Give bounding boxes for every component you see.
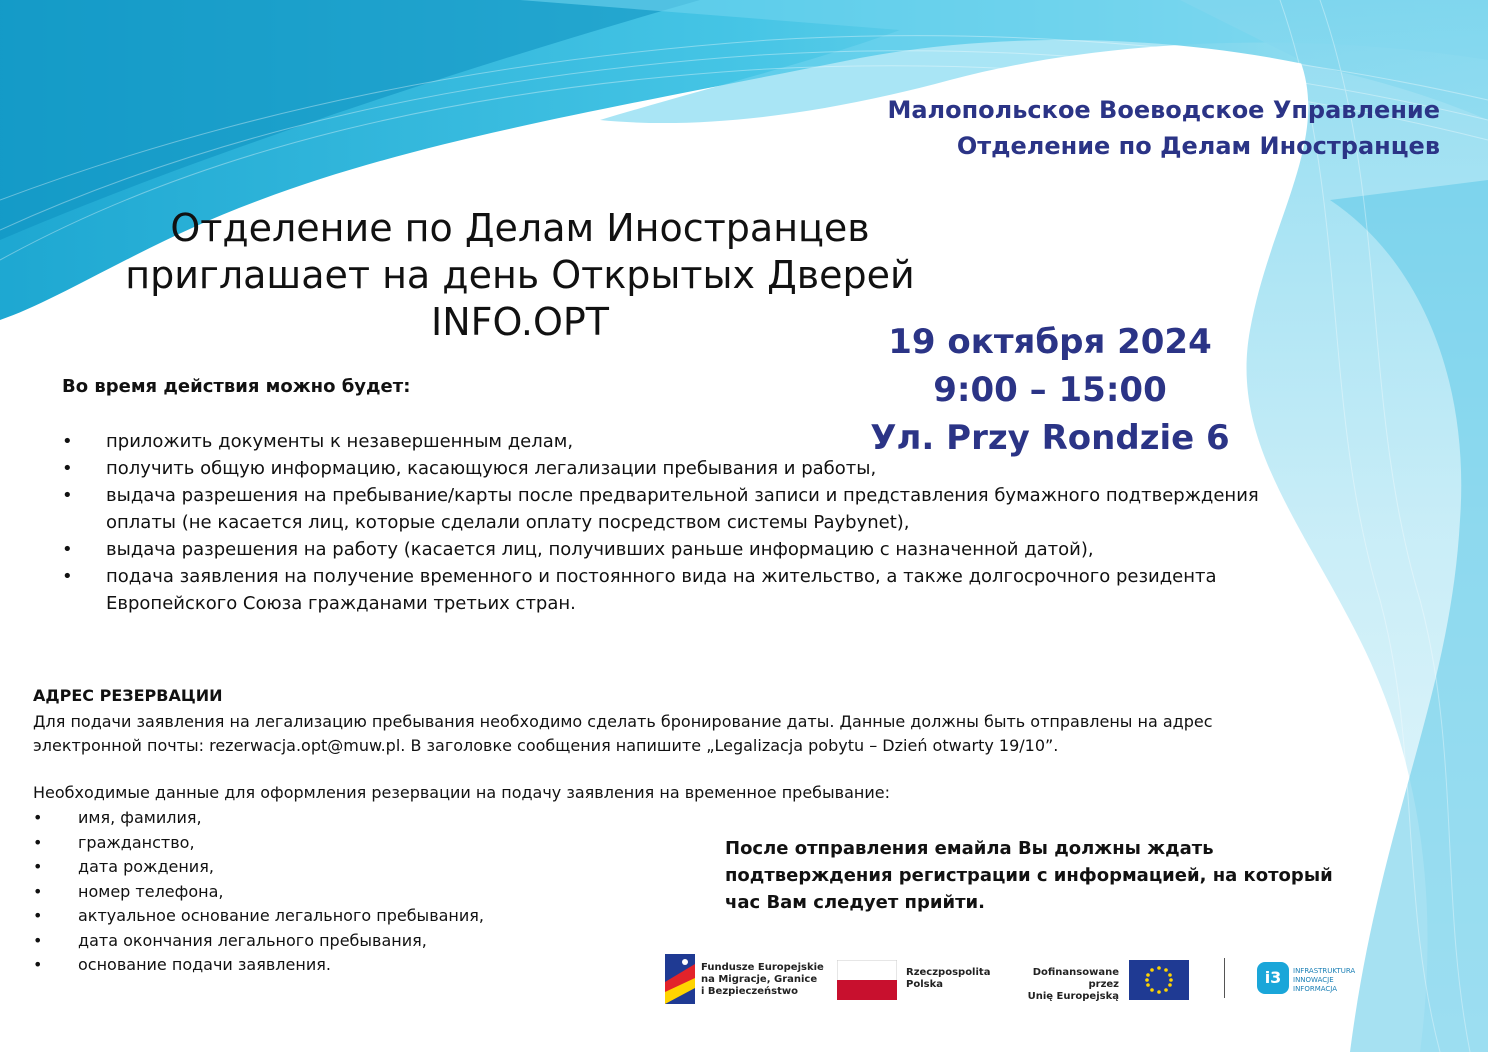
list-item: • основание подачи заявления. — [33, 953, 484, 978]
services-heading: Во время действия можно будет: — [62, 376, 411, 397]
organization-name: Малопольское Воеводское Управление — [887, 96, 1440, 124]
list-item: • выдача разрешения на работу (касается лиц, получивших раньше информацию с назначенной датой), — [62, 536, 1322, 563]
list-item: • имя, фамилия, — [33, 806, 484, 831]
list-item: • актуальное основание легального пребывания, — [33, 904, 484, 929]
bullet-icon: • — [33, 906, 43, 925]
logo-divider — [1224, 958, 1225, 998]
bullet-icon: • — [33, 808, 43, 827]
funds-label: Fundusze Europejskie na Migracje, Granice i Bezpieczeństwo — [701, 962, 824, 997]
bullet-icon: • — [62, 539, 73, 560]
bullet-icon: • — [33, 881, 43, 901]
page-title — [110, 205, 930, 346]
list-item: • приложить документы к незавершенным делам, — [62, 428, 1322, 455]
reservation-heading: АДРЕС РЕЗЕРВАЦИИ — [33, 686, 223, 705]
bullet-icon: • — [33, 955, 43, 974]
bullet-icon: • — [62, 485, 73, 506]
reservation-instructions: Для подачи заявления на легализацию пребывания необходимо сделать бронирование даты. Данные должны быть отправлены на адрес электронной почты: rezerwacja.opt@muw.pl. В заголовке сообщения напишите „Legalizacja pobytu – Dzień otwarty 19/10”. — [33, 712, 1213, 755]
bullet-icon: • — [62, 431, 73, 452]
bullet-icon: • — [62, 458, 73, 479]
bullet-icon: • — [62, 566, 73, 587]
bullet-icon: • — [33, 832, 43, 852]
eu-flag-icon — [1129, 960, 1189, 1000]
bullet-icon: • — [33, 857, 43, 876]
services-list — [62, 428, 1322, 617]
funds-flag-icon — [665, 954, 695, 1004]
headline-line-3: INFO.OPT — [431, 300, 609, 344]
headline-line-2: приглашает на день Открытых Дверей — [125, 253, 915, 297]
headline-line-1: Отделение по Делам Иностранцев — [170, 206, 870, 250]
bullet-icon: • — [33, 930, 43, 950]
poland-label: Rzeczpospolita Polska — [906, 967, 991, 990]
confirmation-notice: После отправления емайла Вы должны ждать подтверждения регистрации с информацией, на который час Вам следует прийти. — [725, 838, 1333, 913]
list-item: • выдача разрешения на пребывание/карты после предварительной записи и представления бумажного подтверждения оплаты (не касается лиц, которые сделали оплату посредством системы Paybynet), — [62, 482, 1322, 536]
eu-label: Dofinansowane przez Unię Europejską — [1027, 967, 1119, 1002]
required-data-intro: Необходимые данные для оформления резервации на подачу заявления на временное пребывание: — [33, 783, 890, 802]
list-item: • получить общую информацию, касающуюся легализации пребывания и работы, — [62, 455, 1322, 482]
list-item: • подача заявления на получение временного и постоянного вида на жительство, а также долгосрочного резидента Европейского Союза гражданами третьих стран. — [62, 563, 1322, 617]
list-item: • дата окончания легального пребывания, — [33, 929, 484, 954]
list-item: • гражданство, — [33, 831, 484, 856]
list-item: • номер телефона, — [33, 880, 484, 905]
funding-logos — [665, 952, 1365, 1007]
poland-flag-icon — [837, 960, 897, 1000]
i3-logo-icon: i3 — [1257, 962, 1289, 994]
event-time: 9:00 – 15:00 — [933, 370, 1167, 410]
event-date: 19 октября 2024 — [888, 322, 1212, 362]
required-data-list — [33, 806, 484, 978]
department-name: Отделение по Делам Иностранцев — [956, 132, 1440, 160]
list-item: • дата рождения, — [33, 855, 484, 880]
event-address: Ул. Przy Rondzie 6 — [870, 418, 1230, 458]
i3-label: INFRASTRUKTURA INNOWACJE INFORMACJA — [1293, 967, 1356, 993]
organization-header — [887, 92, 1440, 164]
